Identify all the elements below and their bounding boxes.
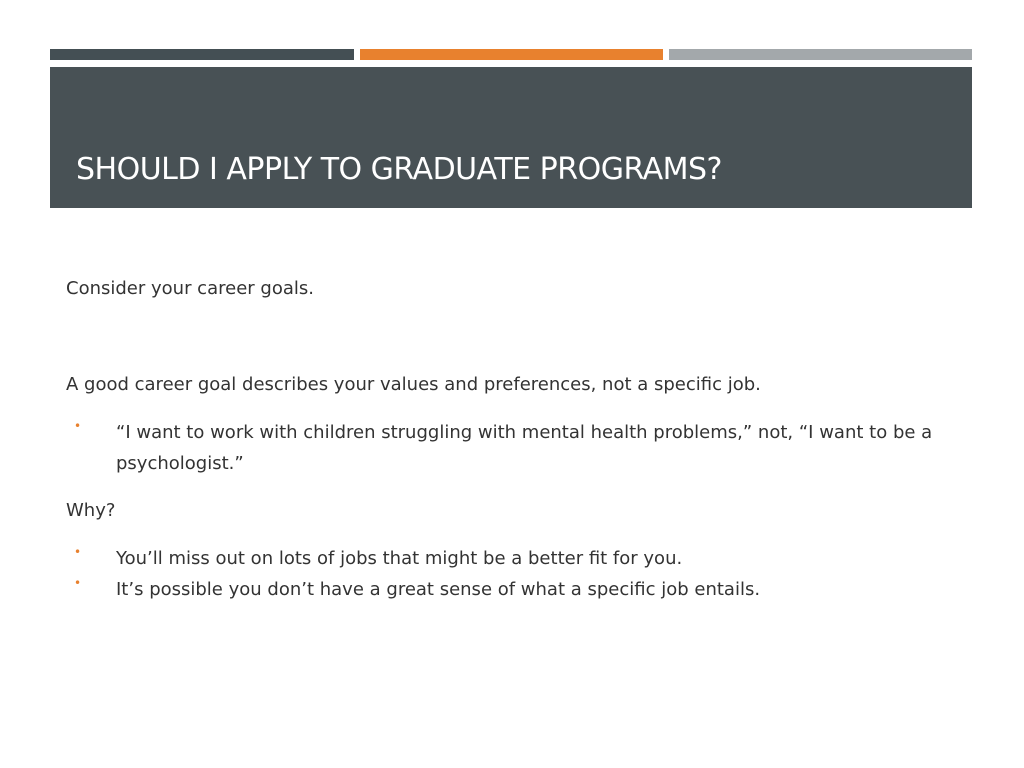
accent-bar-orange bbox=[360, 49, 663, 60]
intro-text: Consider your career goals. bbox=[66, 278, 314, 299]
bullet-icon: • bbox=[74, 576, 82, 590]
accent-bar-gray bbox=[669, 49, 972, 60]
bullet-icon: • bbox=[74, 419, 82, 433]
goal-statement: A good career goal describes your values and preferences, not a specific job. bbox=[66, 374, 761, 395]
accent-bar-dark bbox=[50, 49, 354, 60]
why-bullet-text: It’s possible you don’t have a great sense of what a specific job entails. bbox=[116, 579, 761, 600]
slide-title: SHOULD I APPLY TO GRADUATE PROGRAMS? bbox=[76, 152, 722, 187]
why-bullet-text: You’ll miss out on lots of jobs that might be a better fit for you. bbox=[116, 548, 683, 569]
bullet-icon: • bbox=[74, 545, 82, 559]
why-label: Why? bbox=[66, 500, 116, 521]
goal-bullet-text: “I want to work with children struggling with mental health problems,” not, “I want to be a psychologist.” bbox=[116, 422, 933, 474]
title-band bbox=[50, 67, 972, 208]
